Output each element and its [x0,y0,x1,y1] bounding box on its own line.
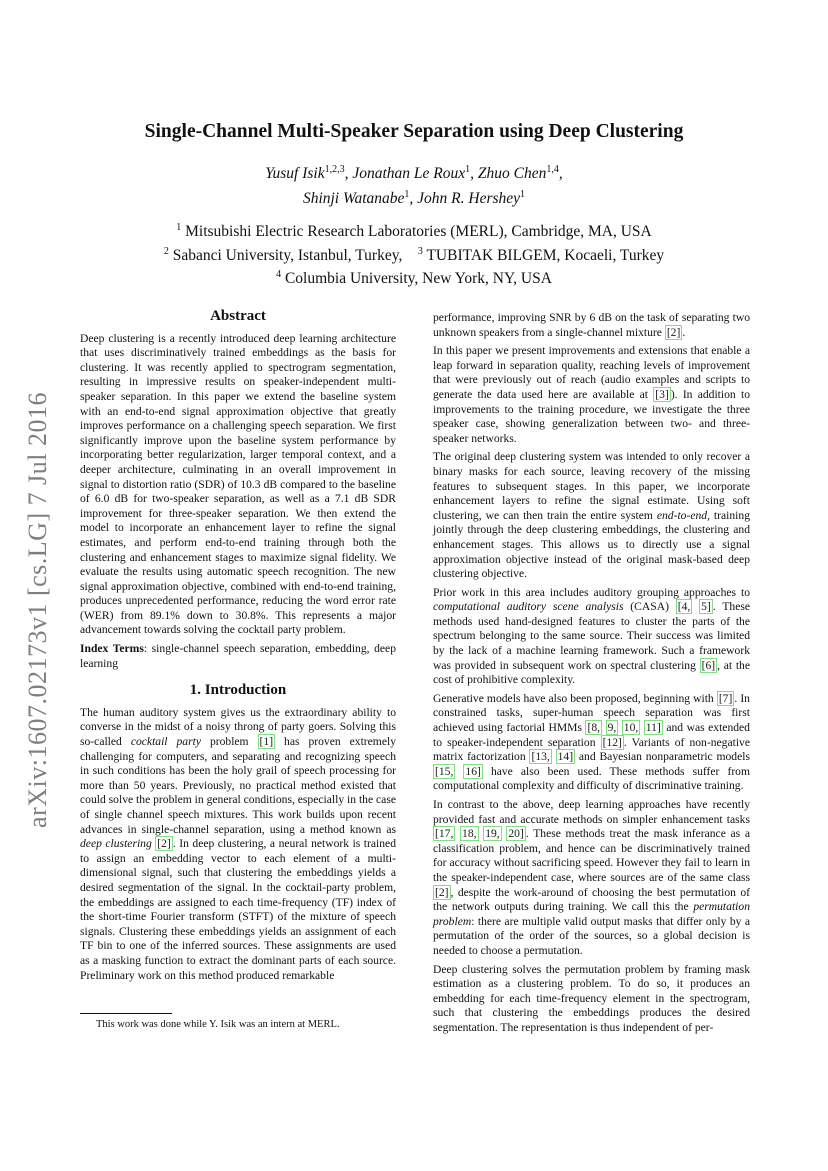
emphasis: cocktail party [130,735,201,749]
author-affil-mark: 1 [520,189,526,201]
citation-link[interactable]: [4, [677,600,691,614]
affil-number: 4 [276,269,282,281]
text-run: . In deep clustering, a neural network is trained to assign an embedding vector to each element of a multi-dimensional signal, such that clustering the embeddings yields a desired segmentation of the signal. In the cocktail-party problem, the embeddings are assigned to each time-frequency (TF) index of the short-time Fourier transform (STFT) of the mixture of speech signals. Clustering these embeddings yields an assignment of each TF bin to one of the inferred sources. These assignments are used as a masking function to extract the dominant parts of each source. Preliminary work on this method produced remarkable [80,837,396,982]
author-block [0,159,828,209]
emphasis: deep clustering [80,837,152,851]
text-run: . These methods treat the mask inferance as a classification problem, and hence can be discriminatively trained for accuracy without sacrificing speed. However they fail to learn in the speaker-independent case, where sources are of the same class [433,827,750,884]
text-run: have also been used. These methods suffer from computational complexity and difficulty of discriminative training. [433,764,750,793]
right-column [433,311,750,1040]
intro-heading: 1. Introduction [189,682,287,699]
text-run: performance, improving SNR by 6 dB on the task of separating two unknown speakers from a single-channel mixture [433,311,750,339]
abstract-heading: Abstract [210,308,266,324]
emphasis: end-to-end [656,508,708,522]
text-run: Generative models have also been proposed, beginning with [433,691,717,705]
citation-link[interactable]: 9, [607,721,617,735]
footnote-rule [80,1013,172,1014]
author-name: Shinji Watanabe [302,190,405,208]
text-run: , training jointly through the deep clustering embeddings, the clustering and enhancement stages. This allows us to directly use a signal approximation objective instead of the original mask-based deep clustering objective. [433,508,750,581]
citation-link[interactable]: [1] [259,735,274,749]
text-run: , despite the work-around of choosing the best permutation of the network outputs during training. We call this the [433,885,750,914]
author-affil-mark: 1,2,3 [324,164,345,175]
citation-link[interactable]: [2] [435,885,449,899]
paragraph [433,586,750,688]
citation-link[interactable]: [12] [602,735,622,749]
author-affil-mark: 1 [465,164,471,175]
citation-link[interactable]: 20] [508,827,524,841]
text-run: In contrast to the above, deep learning approaches have recently provided fast and accurate methods on simpler enhancement tasks [433,798,750,826]
affil-text: Sabanci University, Istanbul, Turkey, [172,246,403,264]
paragraph [433,798,750,959]
arxiv-identifier: arXiv:1607.02173v1 [cs.LG] 7 Jul 2016 [23,392,52,828]
index-terms [80,642,396,671]
citation-link[interactable]: 18, [462,827,477,841]
citation-link[interactable]: 16] [465,764,481,778]
citation-link[interactable]: [7] [718,691,733,705]
author-line-2: Shinji Watanabe$^1$, John R. Hershey$^1$ [302,189,526,208]
citation-link[interactable]: [6] [701,658,716,672]
text-run: The human auditory system gives us the extraordinary ability to converse in the midst of a noisy throng of party goers. Solving this so-called [80,705,396,749]
text-run: : there are multiple valid output masks that differ only by a permutation of the order of the sources, so a global decision is needed to choose a permutation. [433,914,750,957]
text-run: has proven extremely challenging for computers, and separating and recognizing speech in such conditions has been the holy grail of speech processing for more than 50 years. Previously, no practical method existed that could solve the problem in general conditions, especially in the case of single channel speech mixtures. This work builds upon recent advances in single-channel separation, using a method known as [80,735,396,836]
citation-link[interactable]: 19, [485,827,500,841]
author-line-1: Yusuf Isik$^{1,2,3}$, Jonathan Le Roux$^1$, Zhuo Chen$^{1,4}$, [265,164,563,183]
citation-link[interactable]: [8, [587,721,601,735]
author-name: Yusuf Isik [265,165,325,183]
text-run: The original deep clustering system was intended to only recover a binary masks for each source, leaving recovery of the missing features to subsequent stages. In this paper, we incorporate enhancement layers to refine the signal estimate. Using soft clustering, we can then train the entire system [433,450,750,522]
paragraph [433,311,750,340]
paragraph [433,692,750,794]
text-run: . Variants of non-negative matrix factorization [433,735,750,764]
index-terms-text: : single-channel speech separation, embedding, deep learning [80,642,396,670]
citation-link[interactable]: [17, [435,827,454,841]
paragraph: Deep clustering solves the permutation problem by framing mask estimation as a clustering problem. To do so, it produces an embedding for each time-frequency element in the spectrogram, such that clustering the embeddings produces the desired segmentation. The representation is thus independent of per- [433,962,750,1034]
text-run: problem [200,735,258,749]
affil-number: 1 [176,222,182,233]
citation-link[interactable]: 10, [623,721,639,735]
affil-text: Mitsubishi Electric Research Laboratories (MERL), Cambridge, MA, USA [185,223,652,241]
abstract-paragraph: Deep clustering is a recently introduced deep learning architecture that uses discriminatively trained embeddings as the basis for clustering. It was recently applied to spectrogram segmentation, resulting in impressive results on speaker-independent multi-speaker separation. In this paper we extend the baseline system with an end-to-end signal approximation objective that greatly improves performance on a challenging speech separation. We first significantly improve upon the baseline system performance by incorporating better regularization, larger temporal context, and a deeper architecture, culminating in an overall improvement in signal to distortion ratio (SDR) of 10.3 dB compared to the baseline of 6.0 dB for two-speaker separation, as well as a 7.1 dB SDR improvement for three-speaker separation. We then extend the model to incorporate an enhancement layer to refine the signal estimates, and perform end-to-end training through both the clustering and enhancement stages to maximize signal fidelity. We evaluate the results using automatic speech recognition. The new signal approximation objective, combined with end-to-end training, produces unprecedented performance, reducing the word error rate (WER) from 89.1% down to 30.8%. This represents a major advancement towards solving the cocktail party problem. [80,331,396,637]
text-run: and Bayesian nonparametric models [575,750,750,764]
author-name: Jonathan Le Roux [352,165,466,183]
citation-link[interactable]: 14] [557,750,574,764]
author-affil-mark: 1 [404,189,410,201]
affil-number: 3 [417,245,423,257]
text-run: Prior work in this area includes auditory grouping approaches to [433,585,750,599]
citation-link[interactable]: 11] [645,721,661,735]
citation-link[interactable]: [2] [666,325,681,339]
citation-link[interactable]: [2] [157,837,171,851]
emphasis: computational auditory scene analysis [433,600,624,614]
text-run: and was extended to speaker-independent separation [433,721,750,749]
text-run: (CASA) [623,600,676,614]
citation-link[interactable]: 5] [701,600,711,614]
index-terms-label: Index Terms [80,642,144,656]
text-run: . In constrained tasks, super-human speech separation was first achieved using factorial HMMs [433,691,750,735]
arxiv-stamp [18,380,58,840]
affiliation-line-1 [0,218,828,242]
paragraph [433,450,750,581]
citation-link[interactable]: [13, [531,750,550,764]
paragraph [433,344,750,446]
text-run: In this paper we present improvements and extensions that enable a leap forward in separation quality, reaching levels of improvement that were previously out of reach (audio examples and scripts to generate the data used here are available at [433,344,750,401]
footnote: This work was done while Y. Isik was an intern at MERL. [96,1019,340,1030]
text-run: ). In addition to improvements to the training procedure, we investigate the three speaker case, showing generalization between two- and three-speaker networks. [433,387,750,445]
emphasis: permutation problem [433,900,750,928]
citation-link[interactable]: [15, [435,764,454,778]
text-run: , at the cost of prohibitive complexity. [433,658,750,687]
affil-number: 2 [163,245,169,257]
paper-title: Single-Channel Multi-Speaker Separation using Deep Clustering [144,121,684,142]
text-run: . These methods used hand-designed features to cluster the parts of the spectrum belonging to the same source. Their success was limited by the lack of a machine learning framework. Such a framework was provided in subsequent work on spectral clustering [433,600,750,672]
text-run: . [682,325,686,339]
affiliation-line-3 [0,265,828,289]
affil-text: Columbia University, New York, NY, USA [284,270,552,288]
left-column [80,305,396,987]
citation-link[interactable]: [3] [655,387,669,401]
affil-text: TUBITAK BILGEM, Kocaeli, Turkey [426,246,665,264]
author-name: John R. Hershey [417,190,521,208]
author-name: Zhuo Chen [477,165,547,183]
intro-paragraph [80,706,396,983]
author-affil-mark: 1,4 [546,164,559,175]
affiliation-line-2 [0,242,828,266]
affiliations [0,218,828,289]
